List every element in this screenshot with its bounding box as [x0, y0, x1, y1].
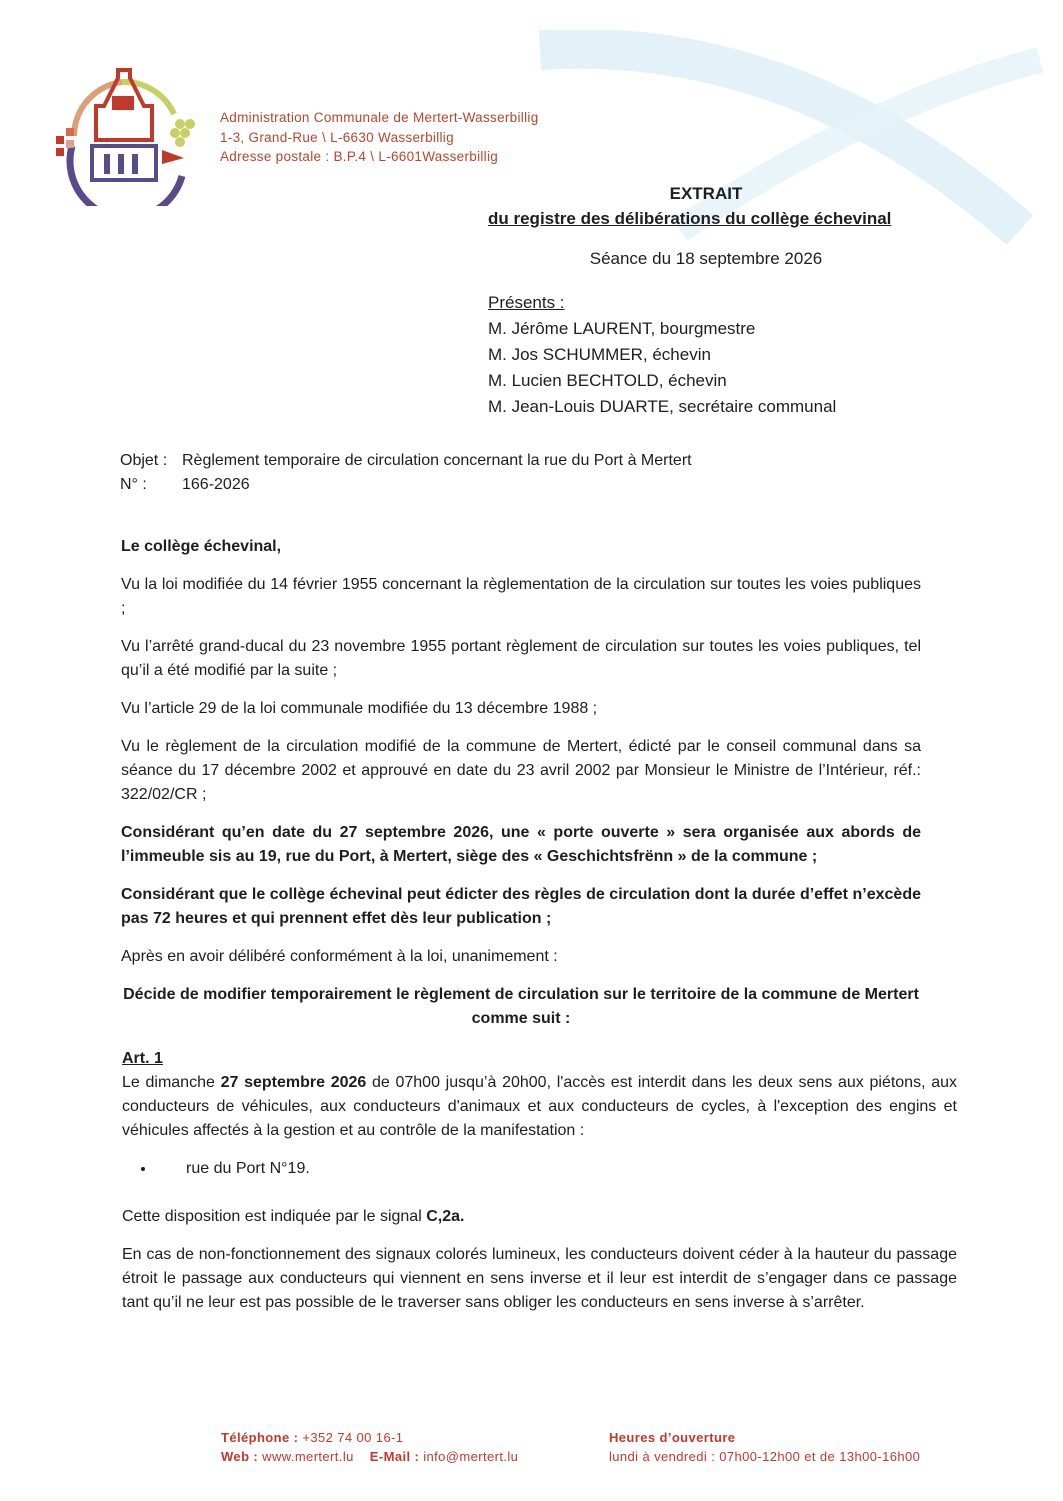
attendees-label: Présents :: [488, 293, 565, 312]
web-label: Web :: [221, 1449, 259, 1464]
footer-contact: [221, 1428, 518, 1466]
phone-value: +352 74 00 16-1: [302, 1430, 404, 1445]
attendees: [488, 290, 836, 420]
deliberation-body: [121, 535, 921, 1045]
document-title: EXTRAIT: [669, 184, 743, 203]
attendee: M. Jean-Louis DUARTE, secrétaire communal: [488, 397, 837, 416]
article-text: [122, 1071, 957, 1143]
document-subtitle: du registre des délibérations du collège échevinal: [488, 209, 892, 228]
attendee: M. Jérôme LAURENT, bourgmestre: [488, 319, 756, 338]
hours-value: lundi à vendredi : 07h00-12h00 et de 13h00-16h00: [609, 1449, 921, 1464]
subject-label: Objet :: [120, 452, 168, 469]
body-paragraph: Après en avoir délibéré conformément à la loi, unanimement :: [121, 948, 558, 965]
watermark-arc: [500, 30, 1060, 270]
header-line-1: Administration Communale de Mertert-Wasserbillig: [220, 110, 539, 125]
email-label: E-Mail :: [369, 1449, 420, 1464]
attendee: M. Lucien BECHTOLD, échevin: [488, 371, 727, 390]
signal-text: [122, 1205, 957, 1229]
article-text-start: Le dimanche: [122, 1074, 221, 1091]
commune-logo: [52, 66, 202, 206]
article-last-paragraph: En cas de non-fonctionnement des signaux colorés lumineux, les conducteurs doivent céder à la hauteur du passage étroit le passage aux conducteurs qui viennent en sens inverse et il leur est interdit de s’engager dans ce passage tant qu’il ne leur est pas possible de le traverser sans obliger les conducteurs en sens inverse à s’arrêter.: [122, 1246, 957, 1311]
header-line-2: 1-3, Grand-Rue \ L-6630 Wasserbillig: [220, 129, 454, 145]
phone-label: Téléphone :: [221, 1430, 299, 1445]
subject-block: [120, 449, 692, 497]
attendee: M. Jos SCHUMMER, échevin: [488, 345, 711, 364]
body-paragraph-considering: Considérant qu’en date du 27 septembre 2026, une « porte ouverte » sera organisée aux abords de l’immeuble sis au 19, rue du Port, à Mertert, siège des « Geschichtsfrënn » de la commune ;: [121, 824, 921, 865]
session-date: Séance du 18 septembre 2026: [589, 249, 823, 268]
web-link[interactable]: www.mertert.lu: [262, 1449, 354, 1464]
article-title: Art. 1: [122, 1050, 163, 1067]
body-paragraph: Vu l’arrêté grand-ducal du 23 novembre 1955 portant règlement de circulation sur toutes les voies publiques, tel qu’il a été modifié par la suite ;: [121, 638, 921, 679]
signal-text-start: Cette disposition est indiquée par le signal: [122, 1208, 427, 1225]
email-link[interactable]: info@mertert.lu: [423, 1449, 519, 1464]
article-list: [122, 1157, 957, 1181]
signal-code: C,2a.: [426, 1208, 465, 1225]
decision-heading: Décide de modifier temporairement le règlement de circulation sur le territoire de la commune de Mertert comme suit :: [123, 986, 919, 1027]
hours-label: Heures d’ouverture: [609, 1430, 736, 1445]
body-paragraph-considering: Considérant que le collège échevinal peut édicter des règles de circulation dont la durée d’effet n’excède pas 72 heures et qui prennent effet dès leur publication ;: [121, 886, 921, 927]
number-value: 166-2026: [182, 476, 250, 493]
footer-hours: [609, 1428, 920, 1466]
body-paragraph: Vu la loi modifiée du 14 février 1955 concernant la règlementation de la circulation sur toutes les voies publiques ;: [121, 576, 921, 617]
number-label: N° :: [120, 476, 147, 493]
subject-value: Règlement temporaire de circulation concernant la rue du Port à Mertert: [182, 452, 692, 469]
article-1: [122, 1047, 957, 1329]
header-line-3: Adresse postale : B.P.4 \ L-6601Wasserbillig: [220, 149, 499, 164]
commune-address: [220, 108, 539, 167]
body-paragraph: Vu l’article 29 de la loi communale modifiée du 13 décembre 1988 ;: [121, 700, 598, 717]
article-text-end: de 07h00 jusqu’à 20h00, l'accès est interdit dans les deux sens aux piétons, aux conducteurs de véhicules, aux conducteurs d'animaux et aux conducteurs de cycles, à l'exception des engins et véhicules affectés à la gestion et au contrôle de la manifestation :: [122, 1074, 958, 1139]
body-intro: Le collège échevinal,: [121, 538, 282, 555]
list-item: • rue du Port N°19.: [156, 1157, 957, 1181]
article-date: 27 septembre 2026: [220, 1074, 367, 1091]
body-paragraph: Vu le règlement de la circulation modifié de la commune de Mertert, édicté par le conseil communal dans sa séance du 17 décembre 2002 et approuvé en date du 23 avril 2002 par Monsieur le Ministre de l’Intérieur, réf.: 322/02/CR ;: [121, 738, 921, 803]
